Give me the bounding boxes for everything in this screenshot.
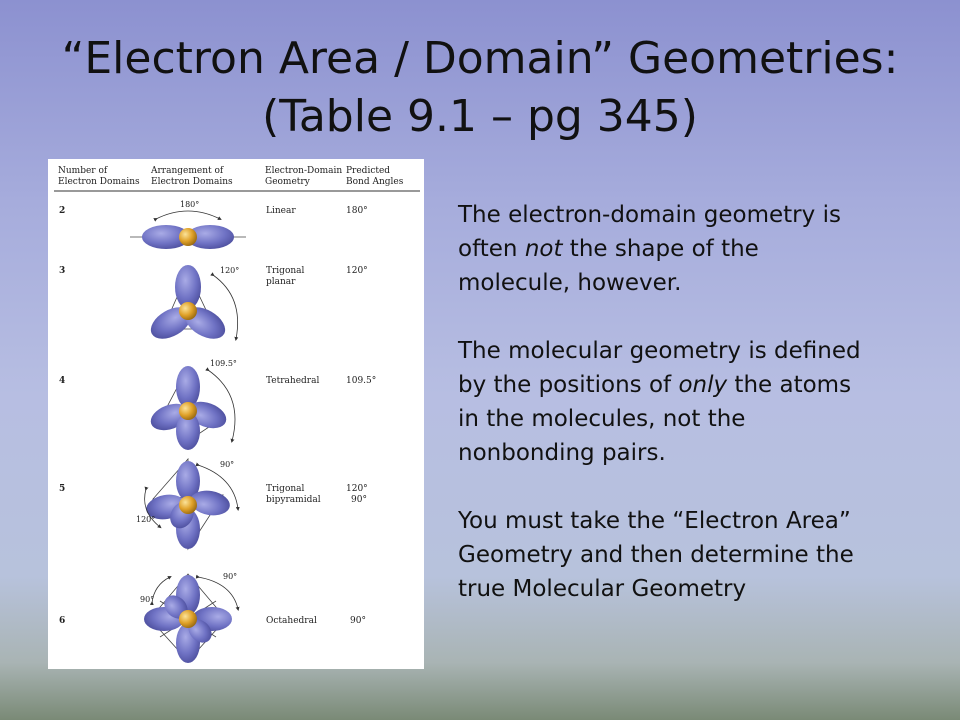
p1-line2 <box>458 232 938 266</box>
row-number: 3 <box>59 266 66 276</box>
row-geometry-line2: bipyramidal <box>266 495 321 505</box>
row-octahedral <box>59 572 366 663</box>
p2-emphasis: only <box>678 372 728 398</box>
diagram-angle-label-1: 90° <box>223 572 238 581</box>
row-number: 6 <box>59 616 66 626</box>
p2-line4: nonbonding pairs. <box>458 440 666 466</box>
p1-line3: molecule, however. <box>458 270 682 296</box>
p1-text-a: often <box>458 236 525 262</box>
row-geometry: Tetrahedral <box>266 376 320 386</box>
header-arrangement-line1: Arrangement of <box>151 166 224 176</box>
p1-line1: The electron-domain geometry is <box>458 202 841 228</box>
header-angles-line1: Predicted <box>346 166 391 176</box>
row-geometry-line1: Trigonal <box>266 484 305 494</box>
header-angles-line2: Bond Angles <box>346 177 404 187</box>
title-line-2: (Table 9.1 – pg 345) <box>262 91 698 142</box>
title-line-1: “Electron Area / Domain” Geometries: <box>61 33 899 84</box>
header-number-line2: Electron Domains <box>58 177 140 187</box>
row-angles-1: 120° <box>346 484 368 494</box>
row-geometry-line2: planar <box>266 277 296 287</box>
paragraph-3 <box>458 504 938 606</box>
row-number: 5 <box>59 484 66 494</box>
row-number: 4 <box>59 376 66 386</box>
diagram-angle-label: 180° <box>180 200 200 209</box>
p2-line2 <box>458 368 938 402</box>
row-linear <box>59 200 368 249</box>
central-atom <box>179 610 197 628</box>
diagram-angle-label: 109.5° <box>210 359 237 368</box>
diagram-angle-label-1: 90° <box>220 460 235 469</box>
row-trigonal-bipyramidal <box>59 459 368 549</box>
p2-line1: The molecular geometry is defined <box>458 338 861 364</box>
p3-line2: Geometry and then determine the <box>458 542 854 568</box>
p1-emphasis: not <box>524 236 563 262</box>
row-number: 2 <box>59 206 66 216</box>
table-svg <box>48 159 424 669</box>
row-angles: 120° <box>346 266 368 276</box>
paragraph-1 <box>458 198 938 300</box>
header-number-line1: Number of <box>58 166 108 176</box>
p2-text-b: the atoms <box>727 372 852 398</box>
p1-text-b: the shape of the <box>562 236 759 262</box>
central-atom <box>179 496 197 514</box>
diagram-angle-label: 120° <box>220 266 240 275</box>
row-angles: 109.5° <box>346 376 377 386</box>
electron-domain-table-figure <box>48 159 424 669</box>
paragraph-2 <box>458 334 938 470</box>
body-text <box>458 198 938 640</box>
row-angles: 180° <box>346 206 368 216</box>
row-angles: 90° <box>350 616 366 626</box>
row-angles-2: 90° <box>351 495 367 505</box>
central-atom <box>179 402 197 420</box>
p2-text-a: by the positions of <box>458 372 679 398</box>
slide-title <box>0 30 960 146</box>
diagram-angle-label-2: 120° <box>136 515 156 524</box>
row-geometry: Linear <box>266 206 296 216</box>
header-geometry-line2: Geometry <box>265 177 310 187</box>
orbital-lobe <box>176 366 200 408</box>
p3-line1: You must take the “Electron Area” <box>458 508 851 534</box>
row-trigonal-planar <box>59 265 368 345</box>
central-atom <box>179 228 197 246</box>
header-arrangement-line2: Electron Domains <box>151 177 233 187</box>
central-atom <box>179 302 197 320</box>
table-header <box>54 166 420 191</box>
row-tetrahedral <box>59 359 376 450</box>
diagram-angle-label-2: 90° <box>140 595 155 604</box>
header-geometry-line1: Electron-Domain <box>265 166 343 176</box>
p2-line3: in the molecules, not the <box>458 406 746 432</box>
p3-line3: true Molecular Geometry <box>458 576 747 602</box>
row-geometry-line1: Trigonal <box>266 266 305 276</box>
row-geometry: Octahedral <box>266 616 317 626</box>
